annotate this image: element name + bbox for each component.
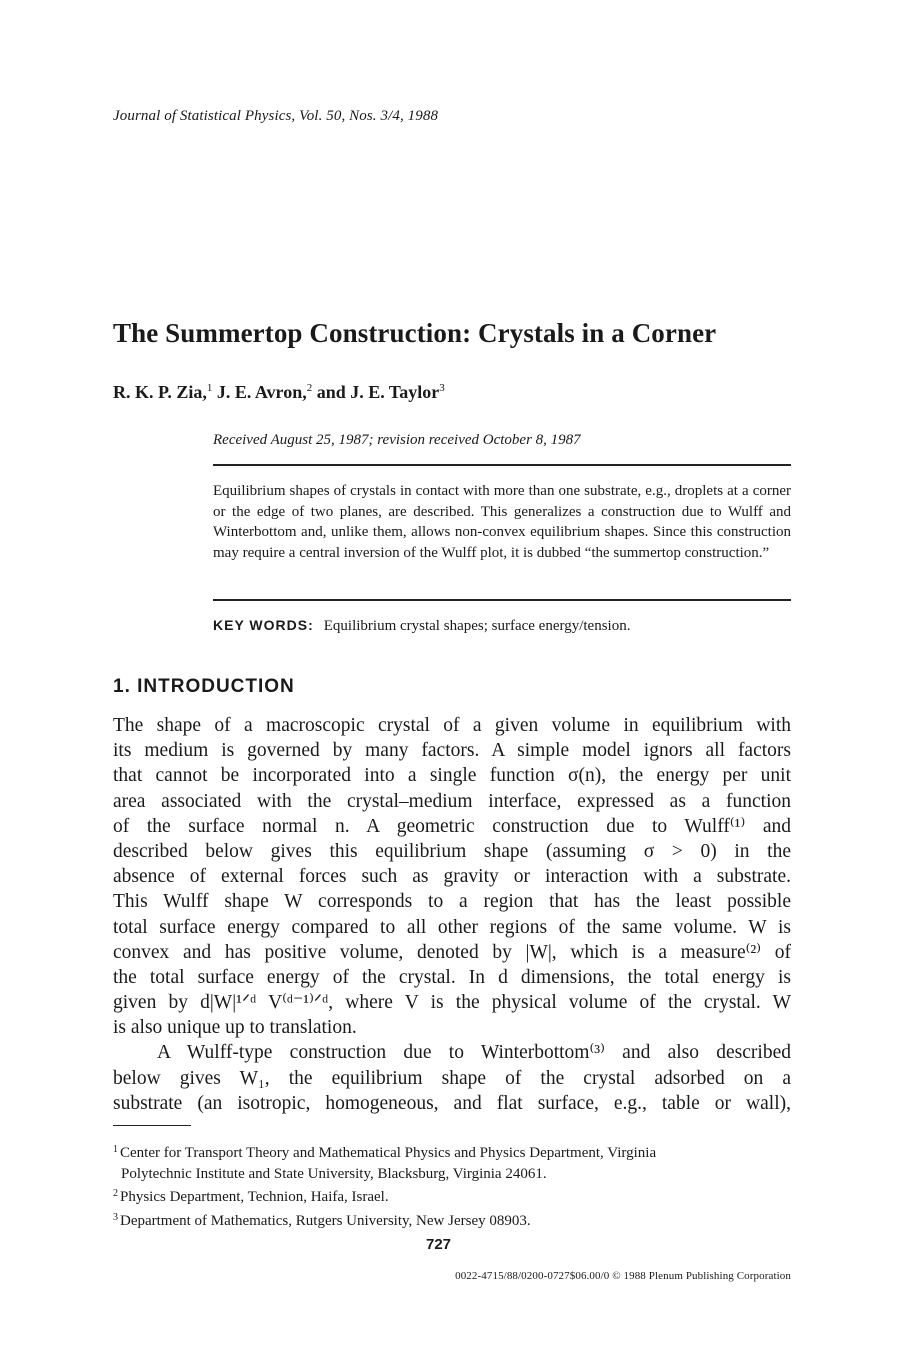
keywords-text: Equilibrium crystal shapes; surface energy/tension.	[323, 618, 631, 634]
body-line: A Wulff-type construction due to Winterbottom⁽³⁾ and also described	[157, 1042, 791, 1064]
paper-title: The Summertop Construction: Crystals in a Corner	[113, 318, 717, 348]
keywords-label: KEY WORDS:	[213, 617, 314, 633]
received-dates: Received August 25, 1987; revision received October 8, 1987	[213, 432, 581, 448]
body-line: is also unique up to translation.	[113, 1017, 357, 1039]
body-line: absence of external forces such as gravity or interaction with a substrate.	[113, 866, 791, 888]
affiliation-mark: 3	[439, 382, 445, 394]
footnote	[113, 1208, 791, 1232]
body-line: the total surface energy of the crystal. In d dimensions, the total energy is	[113, 966, 791, 988]
footnote-mark: 2	[113, 1188, 118, 1199]
body-line: given by d|W|¹ᐟᵈ V⁽ᵈ⁻¹⁾ᐟᵈ, where V is the physical volume of the crystal. W	[113, 992, 791, 1014]
body-line: its medium is governed by many factors. A simple model ignors all factors	[113, 740, 791, 762]
author-name: and J. E. Taylor	[316, 382, 440, 402]
body-line: This Wulff shape W corresponds to a region that has the least possible	[113, 891, 791, 913]
footnote-text: Physics Department, Technion, Haifa, Israel.	[120, 1189, 389, 1205]
footnote-text: Department of Mathematics, Rutgers University, New Jersey 08903.	[120, 1212, 531, 1229]
body-line: convex and has positive volume, denoted by |W|, which is a measure⁽²⁾ of	[113, 941, 791, 963]
page-number: 727	[426, 1236, 452, 1253]
footnote-text: Center for Transport Theory and Mathematical Physics and Physics Department, Virginia	[120, 1145, 657, 1161]
body-line: of the surface normal n. A geometric construction due to Wulff⁽¹⁾ and	[113, 815, 791, 837]
body-line: area associated with the crystal–medium interface, expressed as a function	[113, 790, 791, 812]
abstract-top-rule	[213, 464, 791, 466]
affiliation-mark: 1	[206, 382, 213, 394]
copyright-line: 0022-4715/88/0200-0727$06.00/0 © 1988 Plenum Publishing Corporation	[455, 1270, 791, 1282]
body-line: that cannot be incorporated into a single function σ(n), the energy per unit	[113, 765, 791, 787]
author-list	[113, 382, 445, 403]
footnote-mark: 3	[113, 1211, 118, 1223]
body-text	[113, 713, 791, 1116]
affiliation-mark: 2	[306, 382, 313, 394]
body-line: substrate (an isotropic, homogeneous, and flat surface, e.g., table or wall),	[113, 1092, 791, 1114]
body-line: total surface energy compared to all other regions of the same volume. W is	[113, 916, 791, 938]
keywords	[213, 617, 791, 635]
abstract-bottom-rule	[213, 599, 791, 601]
author-name: R. K. P. Zia,	[113, 382, 207, 402]
author-name: J. E. Avron,	[216, 382, 307, 402]
journal-citation: Journal of Statistical Physics, Vol. 50, Nos. 3/4, 1988	[113, 108, 439, 124]
body-line: described below gives this equilibrium shape (assuming σ > 0) in the	[113, 840, 791, 862]
section-heading: 1. INTRODUCTION	[113, 676, 295, 697]
body-line: below gives W₁, the equilibrium shape of the crystal adsorbed on a	[113, 1067, 791, 1089]
footnotes	[113, 1140, 791, 1231]
abstract: Equilibrium shapes of crystals in contact with more than one substrate, e.g., droplets at a corner or the edge of two planes, are described. This generalizes a construction due to Wulff and Winterbottom and, unlike them, allows non-convex equilibrium shapes. Since this construction may require a central inversion of the Wulff plot, it is dubbed “the summertop construction.”	[213, 483, 791, 561]
footnote-mark: 1	[113, 1144, 118, 1155]
footnote-rule	[113, 1125, 191, 1126]
footnote	[113, 1184, 791, 1208]
footnote-text: Polytechnic Institute and State University, Blacksburg, Virginia 24061.	[121, 1165, 547, 1182]
footnote	[113, 1140, 791, 1184]
body-line: The shape of a macroscopic crystal of a given volume in equilibrium with	[113, 715, 791, 736]
